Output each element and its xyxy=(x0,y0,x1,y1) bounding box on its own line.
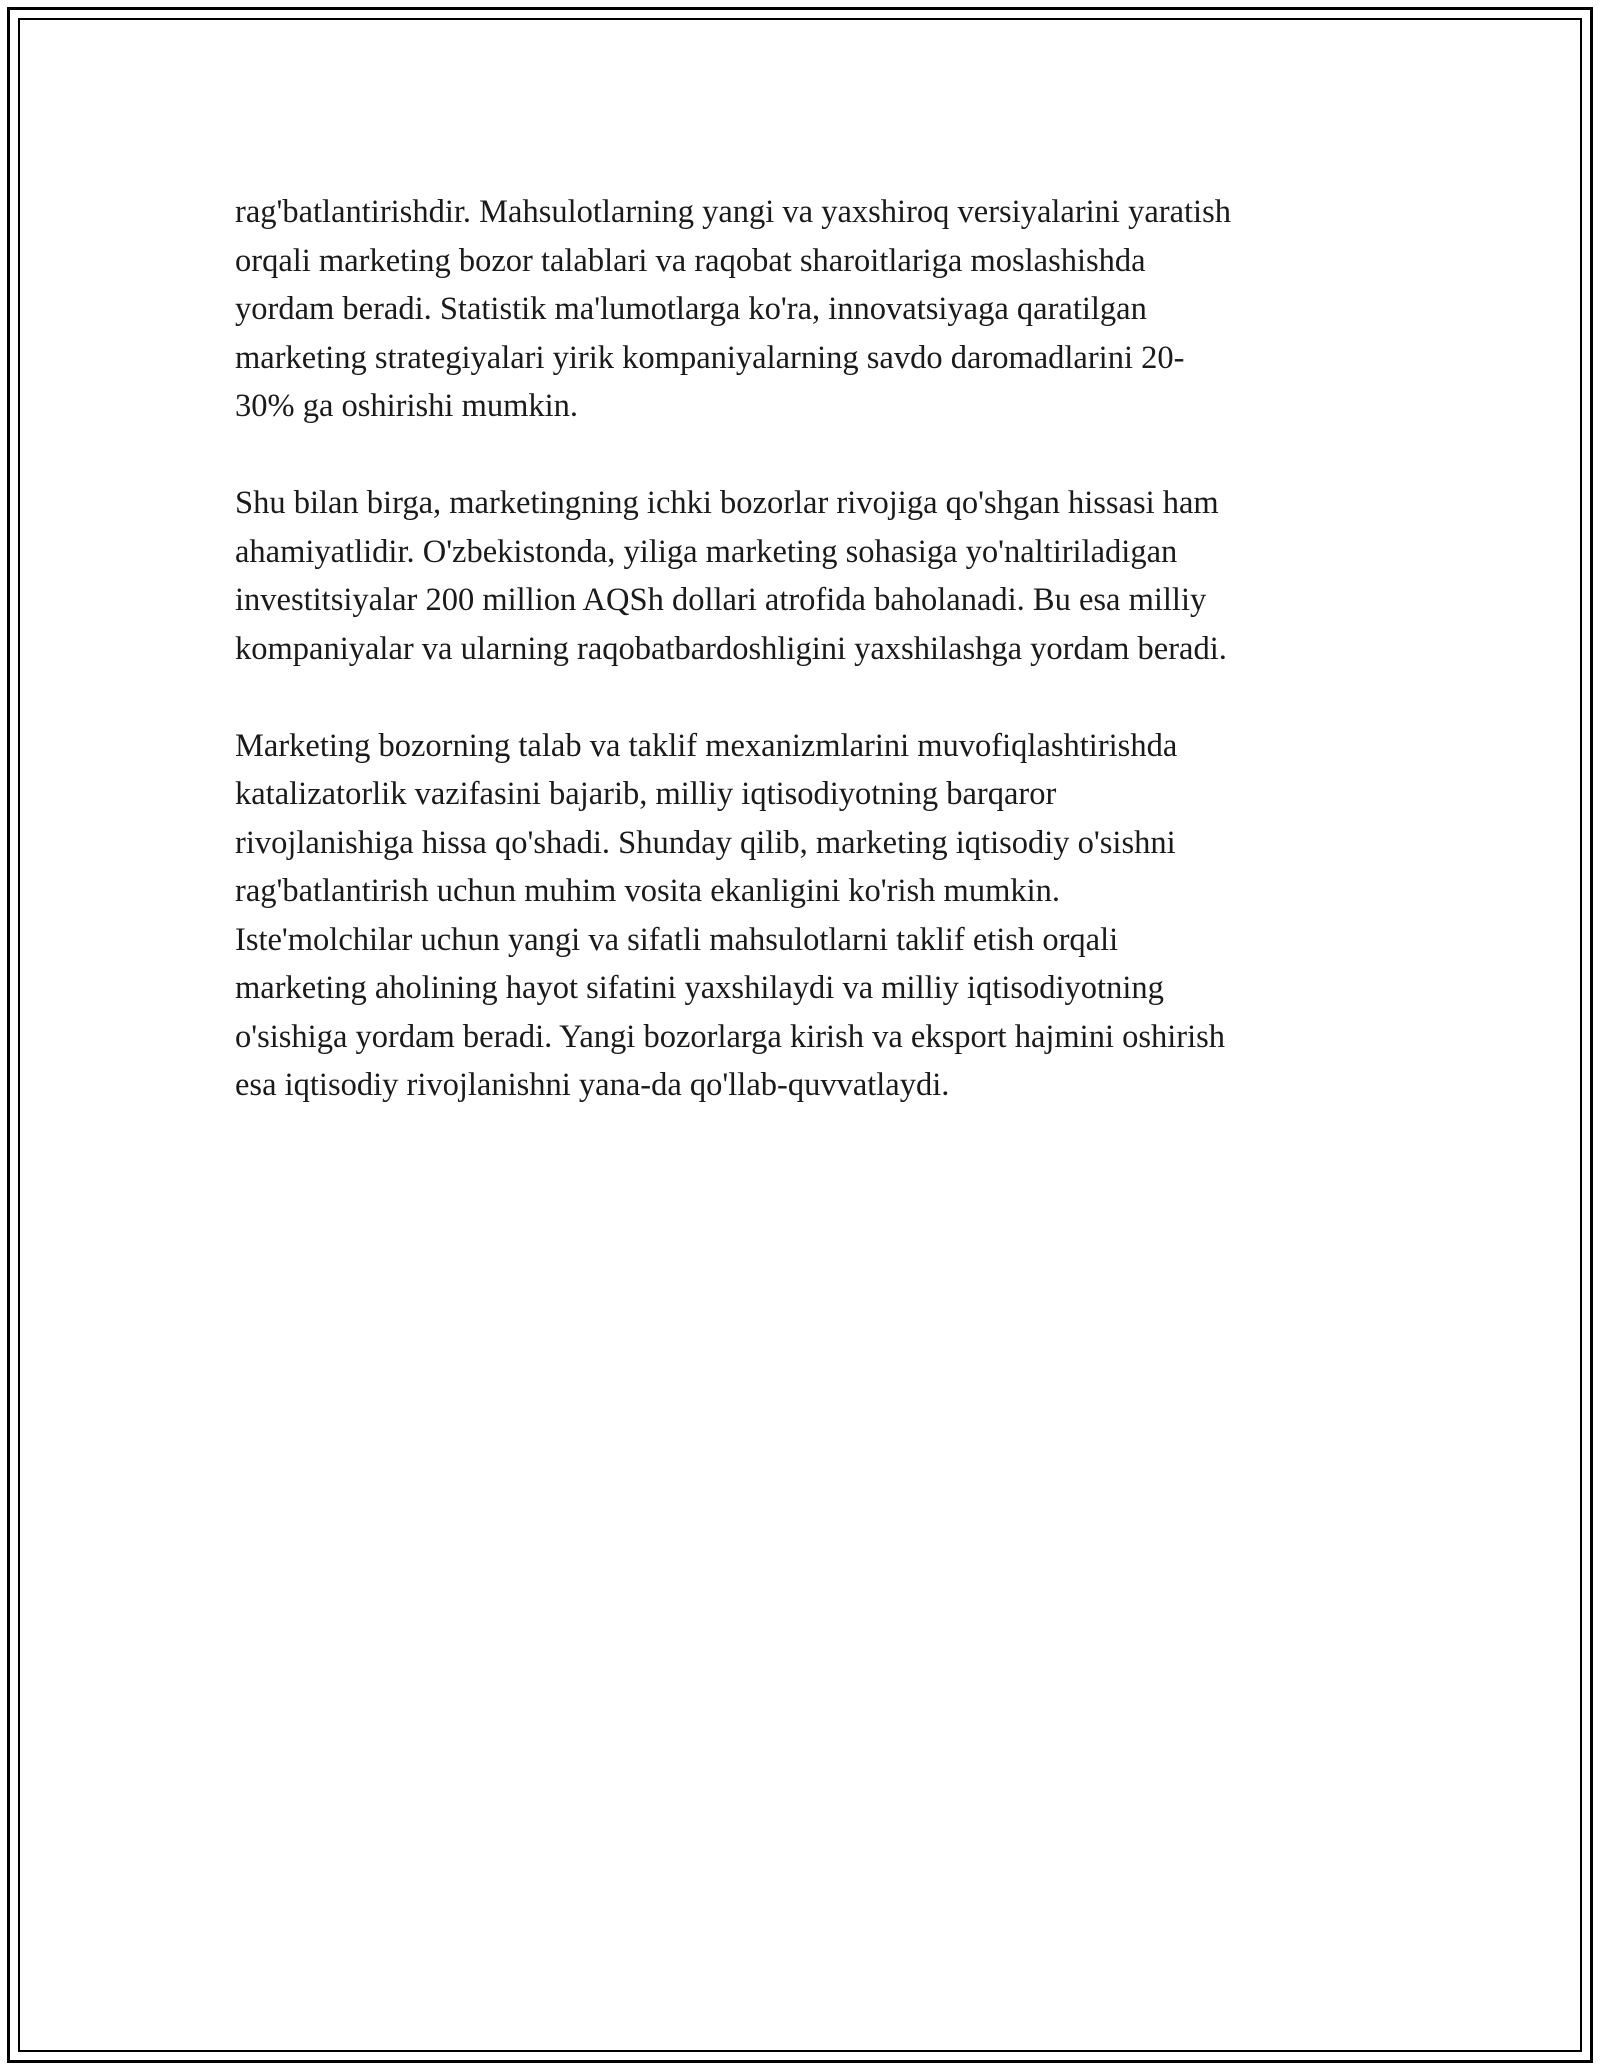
paragraph-conclusion: Marketing bozorning talab va taklif mexanizmlarini muvofiqlashtirishda katalizatorlik vazifasini bajarib, milliy iqtisodiyotning barqaror rivojlanishiga hissa qo'shadi. Shunday qilib, marketing iqtisodiy o'sishni rag'batlantirish uchun muhim vosita ekanligini ko'rish mumkin. Iste'molchilar uchun yangi va sifatli mahsulotlarni taklif etish orqali marketing aholining hayot sifatini yaxshilaydi va milliy iqtisodiyotning o'sishiga yordam beradi. Yangi bozorlarga kirish va eksport hajmini oshirish esa iqtisodiy rivojlanishni yana-da qo'llab-quvvatlaydi. xyxy=(235,727,1226,1103)
document-body xyxy=(235,188,1365,1110)
paragraph-domestic-markets: Shu bilan birga, marketingning ichki bozorlar rivojiga qo'shgan hissasi ham ahamiyatlidir. O'zbekistonda, yiligа marketing sohasiga yo'naltiriladigan investitsiyalar 200 million AQSh dollari atrofida baholanadi. Bu esa milliy kompaniyalar va ularning raqobatbardoshligini yaxshilashga yordam beradi. xyxy=(235,485,1227,667)
paragraph-innovation: rag'batlantirishdir. Mahsulotlarning yangi va yaxshiroq versiyalarini yaratish orqali marketing bozor talablari va raqobat sharoitlariga moslashishda yordam beradi. Statistik ma'lumotlarga ko'ra, innovatsiyaga qaratilgan marketing strategiyalari yirik kompaniyalarning savdo daromadlarini 20- 30% ga oshirishi mumkin. xyxy=(235,194,1231,424)
